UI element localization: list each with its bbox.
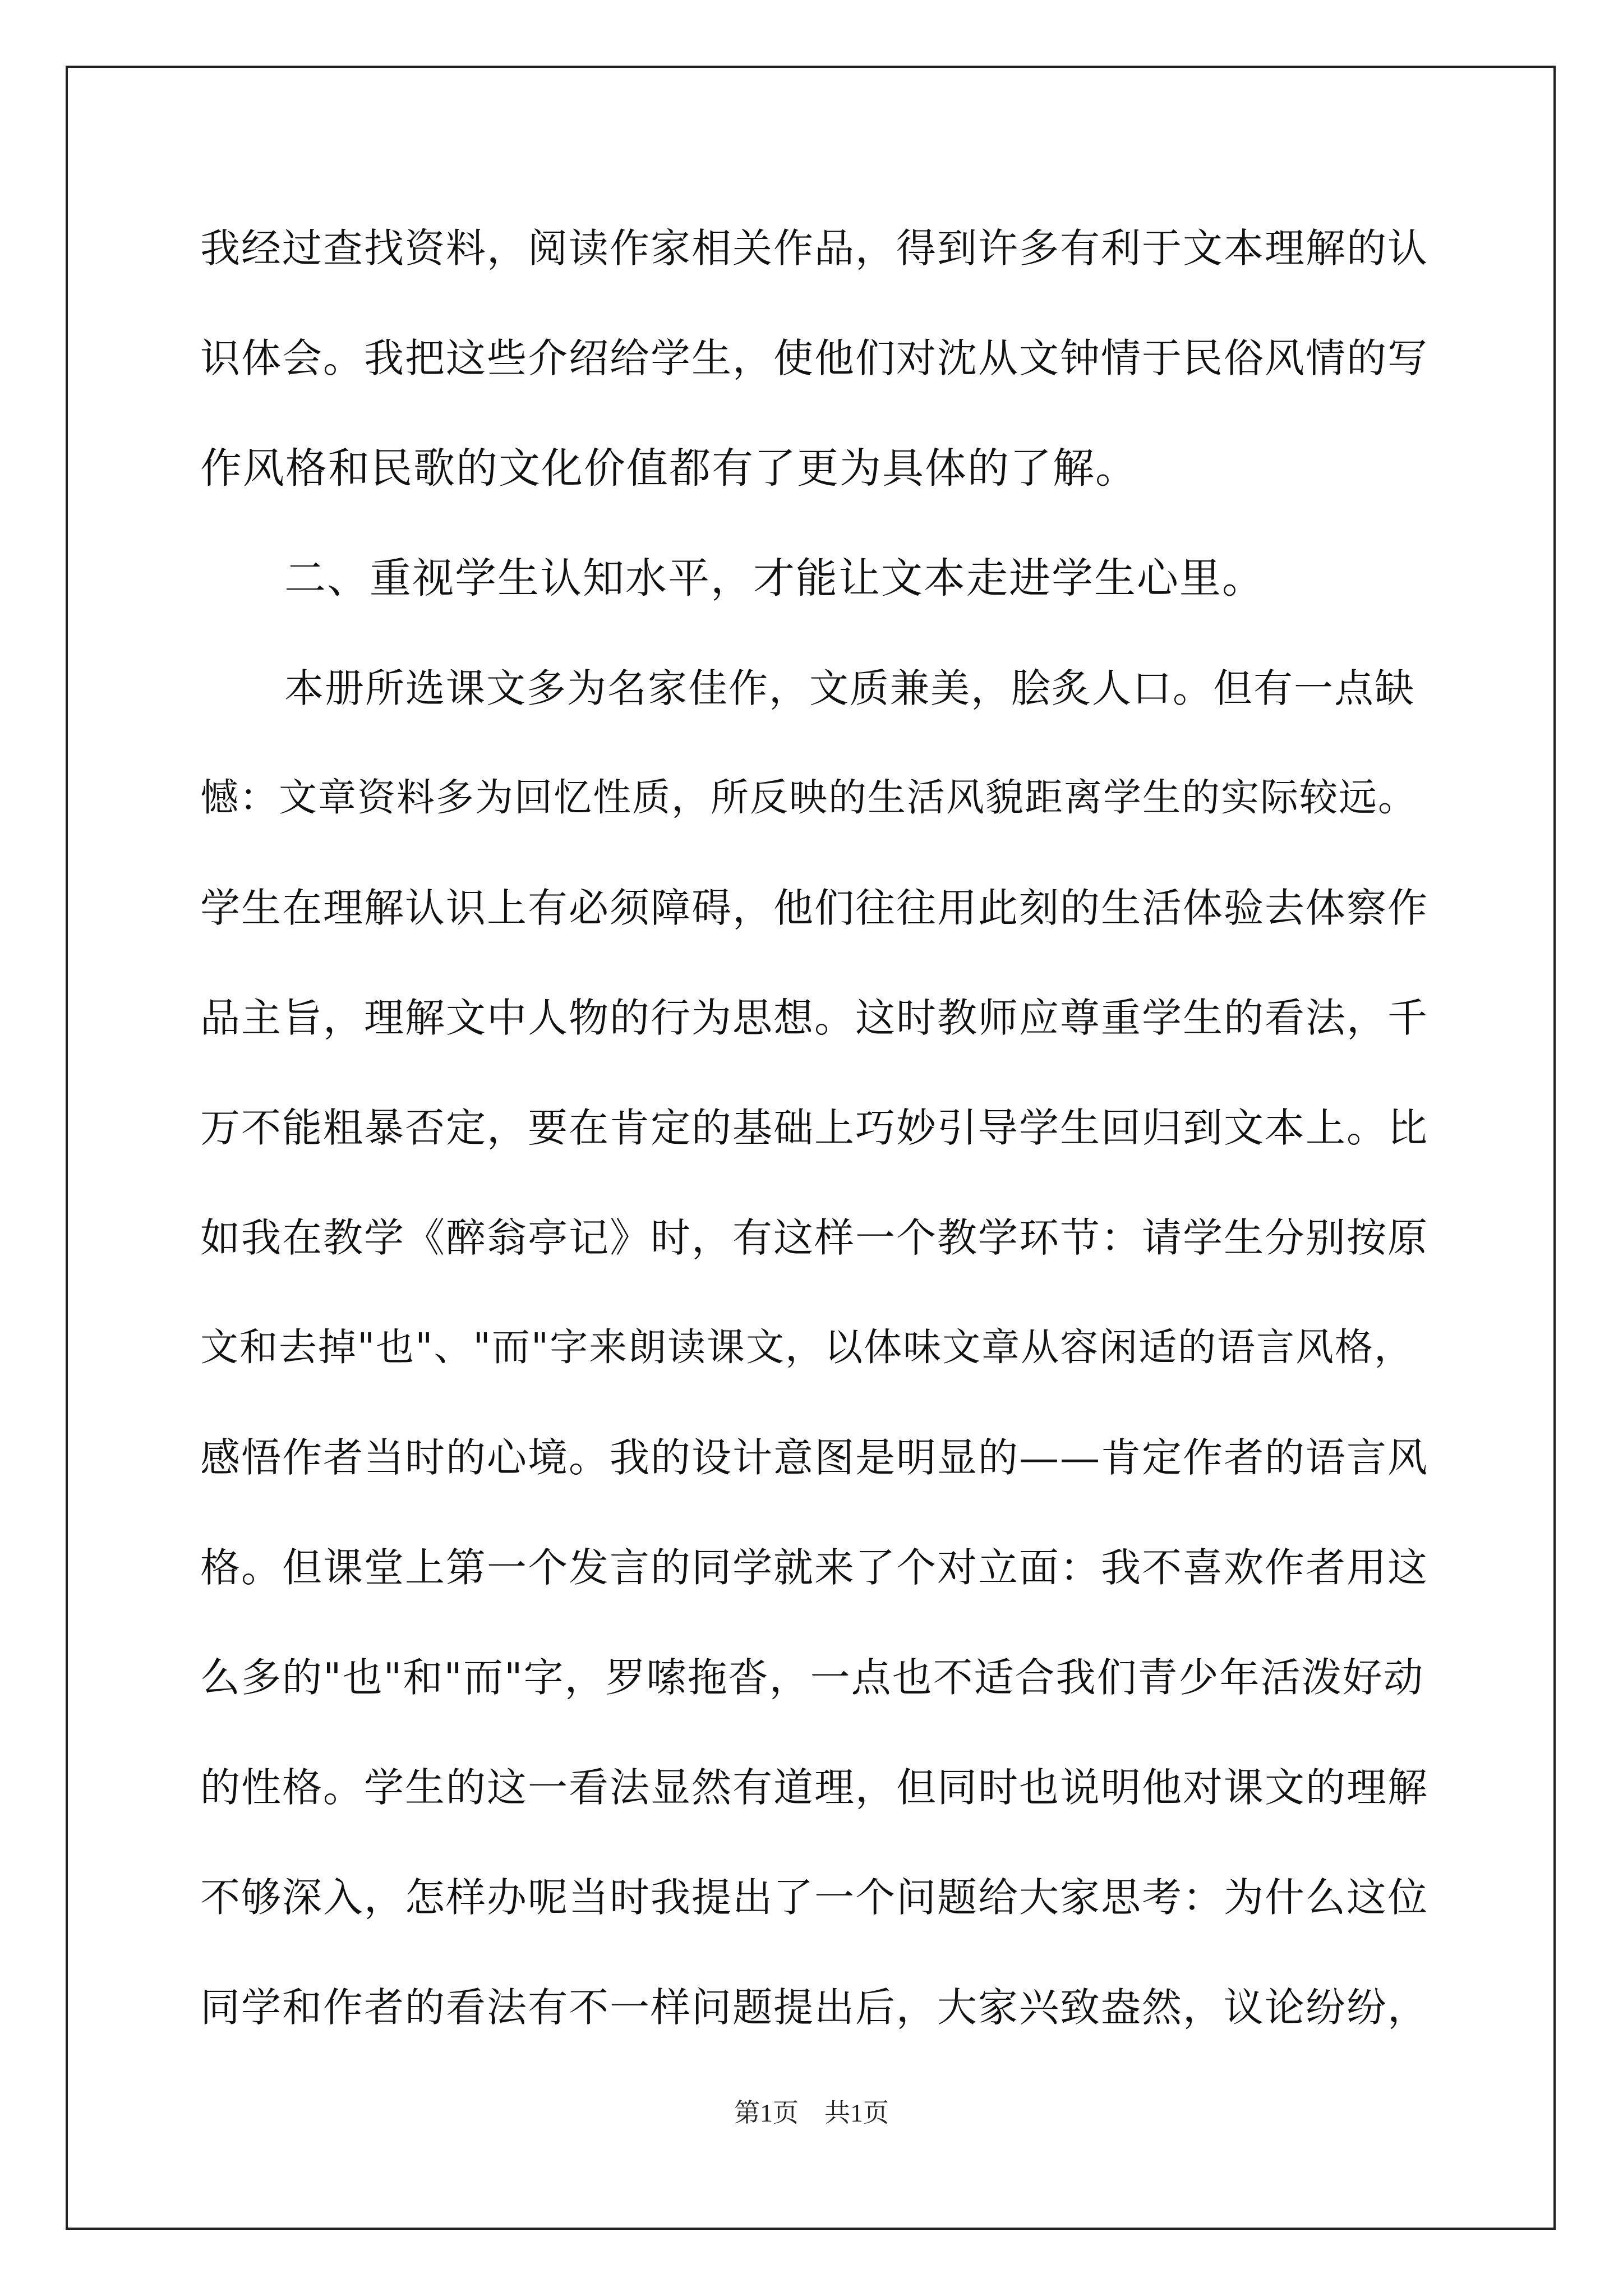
text-line: 品主旨，理解文中人物的行为思想。这时教师应尊重学生的看法，千 bbox=[200, 995, 1429, 1041]
page-number: 第1页 共1页 bbox=[734, 2099, 889, 2127]
text-line: 我经过查找资料，阅读作家相关作品，得到许多有利于文本理解的认 bbox=[200, 225, 1429, 272]
text-line: 憾：文章资料多为回忆性质，所反映的生活风貌距离学生的实际较远。 bbox=[200, 776, 1418, 820]
text-line: 感悟作者当时的心境。我的设计意图是明显的——肯定作者的语言风 bbox=[200, 1434, 1429, 1481]
text-line: 如我在教学《醉翁亭记》时，有这样一个教学环节：请学生分别按原 bbox=[200, 1214, 1429, 1261]
text-line: 学生在理解认识上有必须障碍，他们往往用此刻的生活体验去体察作 bbox=[200, 885, 1429, 931]
text-line: 文和去掉"也"、"而"字来朗读课文，以体味文章从容闲适的语言风格， bbox=[200, 1326, 1414, 1370]
text-line: 不够深入，怎样办呢当时我提出了一个问题给大家思考：为什么这位 bbox=[200, 1874, 1429, 1921]
text-line: 的性格。学生的这一看法显然有道理，但同时也说明他对课文的理解 bbox=[200, 1764, 1429, 1811]
text-line: 本册所选课文多为名家佳作，文质兼美，脍炙人口。但有一点缺 bbox=[284, 665, 1415, 711]
page-footer bbox=[0, 2096, 1623, 2130]
text-line: 格。但课堂上第一个发言的同学就来了个对立面：我不喜欢作者用这 bbox=[200, 1544, 1429, 1591]
text-line: 么多的"也"和"而"字，罗嗦拖沓，一点也不适合我们青少年活泼好动 bbox=[200, 1654, 1424, 1701]
text-line: 识体会。我把这些介绍给学生，使他们对沈从文钟情于民俗风情的写 bbox=[200, 335, 1429, 381]
text-line: 万不能粗暴否定，要在肯定的基础上巧妙引导学生回归到文本上。比 bbox=[200, 1105, 1429, 1151]
text-line: 作风格和民歌的文化价值都有了更为具体的了解。 bbox=[200, 444, 1138, 493]
text-line: 同学和作者的看法有不一样问题提出后，大家兴致盎然，议论纷纷， bbox=[200, 1984, 1429, 2031]
text-line: 二、重视学生认知水平，才能让文本走进学生心里。 bbox=[284, 554, 1265, 602]
